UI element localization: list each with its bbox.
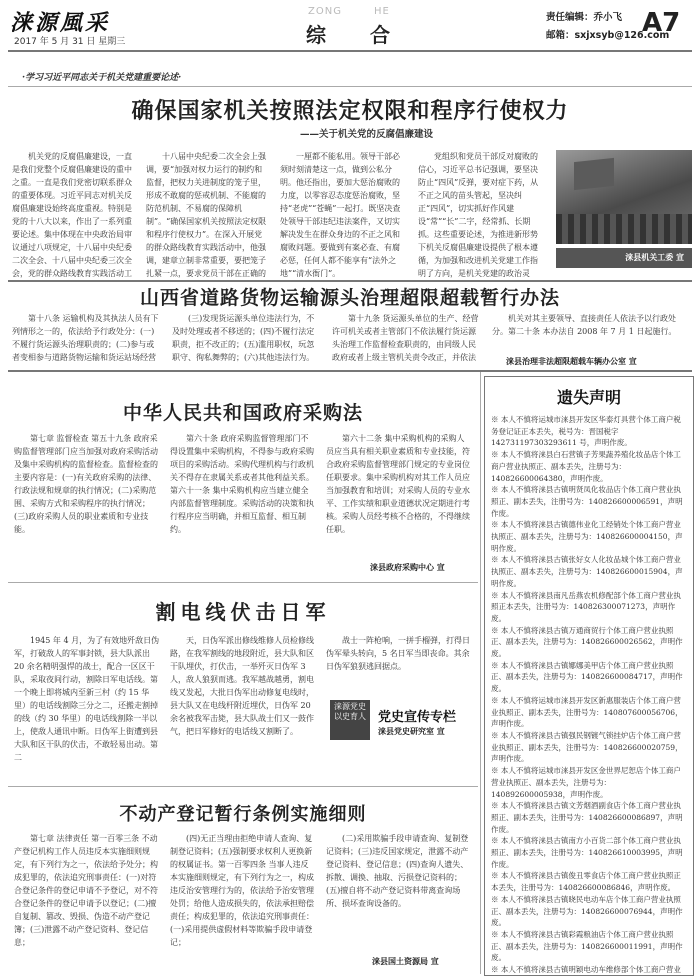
issue-date: 2017 年 5 月 31 日 星期三 [14, 37, 126, 47]
article1-col2: 十八届中央纪委二次全会上强调，要“加强对权力运行的制约和监督，把权力关进制度的笼子里，形成不敢腐的惩戒机制、不能腐的防范机制、不易腐的保障机制”。“确保国家机关按照法定权限和程序行使权力”。在深入开展党的群众路线教育实践活动中，他强调，建章立制非常重要，要把笼子扎紧一点，要求党员干部在正确的 [146, 152, 267, 278]
section-name-2: 合 [370, 23, 390, 47]
lost-notice-item: ※ 本人不慎将运城市涞县开发区金世界尼恕店个体工商户营业执照正、副本丢失，注册号为：140892600005938，声明作废。 [491, 766, 681, 799]
party-history-column-sub: 涞县党史研究室 宣 [378, 727, 445, 736]
article1-bottom-rule [8, 280, 692, 282]
article1-photo [556, 150, 692, 244]
article2-col4: 机关对其主要领导、直接责任人依法予以行政处分。第二十条 本办法自 2008 年 7 月 1 日起施行。 [492, 314, 677, 336]
article3-title: 中华人民共和国政府采购法 [122, 402, 363, 424]
article5-signature: 涞县国土资源局 宣 [372, 957, 439, 966]
article2-bottom-rule [8, 370, 692, 372]
article5-col2: (四)无正当理由拒绝申请人查询、复制登记资料；(五)强制要求权利人更换新的权属证书。第一百零四条 当事人违反本实施细则规定，有下列行为之一，构成违反治安管理行为的，依法给予治安管理处罚；给他人造成损失的，依法承担赔偿责任；构成犯罪的，依法追究刑事责任：(一)采用提供虚假材料等欺骗手段申请登记； [170, 834, 314, 947]
lost-notice-item: ※ 本人不慎将涞县白石营镇子芳果蔬养殖化妆品店个体工商户营业执照正、副本丢失，注册号为：140826600064380，声明作废。 [491, 450, 681, 483]
article3-bottom-rule [8, 582, 478, 583]
photo-flag-icon [574, 158, 614, 190]
lost-notice-item: ※ 本人不慎将涞县古镇明贤凤化妆品店个体工商户营业执照正、副本丢失，注册号为：140826600006591，声明作废。 [491, 485, 683, 518]
article4-bottom-rule [8, 786, 478, 787]
paper-name: 涞源風采 [10, 10, 111, 36]
article1-col1: 机关党的反腐倡廉建设，一直是我们党整个反腐倡廉建设的重中之重。一直是我们党密切联系群众的重要体现。习近平同志对机关反腐倡廉建设始终高度重视。特别是党的十八大以来，作出了一系列重要论述。集中体现在中央政治局审议通过八项规定，十八届中央纪委二次全会、十八届中央纪委三次全会，党的群众路线教育实践活动工 [12, 152, 132, 278]
lost-notice-item: ※ 本人不慎将涞县古镇张好女人化妆品城个体工商户营业执照正、副本丢失，注册号为：140826600015904，声明作废。 [491, 555, 683, 588]
lost-notice-item: ※ 本人不慎将涞县古镇德伟业化工经销处个体工商户营业执照正、副本丢失，注册号为：140826600004150，声明作废。 [491, 520, 683, 553]
article2-col2: (三)发现货运源头单位违法行为，不及时处理或者不移送的；(四)不履行法定职责，拒不改正的；(五)滥用职权，玩忽职守、徇私舞弊的；(六)其他违法行为。 [172, 314, 315, 362]
lost-notice-item: ※ 本人不慎将涞县古镇彩霞粮油店个体工商户营业执照正、副本丢失，注册号为：140826600011991，声明作废。 [491, 929, 683, 963]
lost-notice-item: ※ 本人不慎将涞县古镇强民钢镀气锁挂炉店个体工商户营业执照正、副本丢失，注册号为：140826600020759，声明作废。 [491, 730, 683, 764]
article2-signature: 涞县治理非法超限超载车辆办公室 宣 [506, 357, 637, 366]
party-history-column-title: 党史宣传专栏 [378, 710, 457, 725]
article3-signature: 涞县政府采购中心 宣 [370, 563, 445, 572]
article4-title: 割电线伏击日军 [155, 600, 331, 624]
article3-col1: 第七章 监督检查 第五十九条 政府采购监督管理部门应当加强对政府采购活动及集中采购机构的监督检查。监督检查的主要内容是：(一)有关政府采购的法律、行政法规和规章的执行情况；(二)采购范围、采购方式和采购程序的执行情况；(三)政府采购人员的职业素质和专业技能。 [14, 434, 158, 534]
editor-email: 邮箱：sxjxsyb@126.com [546, 30, 670, 41]
lost-notices-list [485, 414, 693, 976]
lost-notice-item: ※ 本人不慎将涞县古镇晓民电动车店个体工商户营业执照正、副本丢失，注册号为：140826600076944，声明作废。 [491, 894, 683, 928]
page-number: A7 [642, 8, 681, 38]
lost-notice-item: ※ 本人不慎将涞县古镇南方小百货二部个体工商户营业执照正、副本丢失，注册号为：140826610003995，声明作废。 [491, 836, 683, 869]
party-history-seal [330, 700, 370, 740]
section-pinyin-2: HE [374, 6, 390, 17]
article2-title: 山西省道路货物运输源头治理超限超载暂行办法 [139, 287, 560, 309]
lost-notice-item: ※ 本人不慎将涞县古镇万通商贸行个体工商户营业执照正、副本丢失，注册号为：140826600026562，声明作废。 [491, 625, 683, 659]
photo-crowd-icon [556, 214, 692, 244]
masthead [0, 0, 700, 50]
article4-col3: 战士一阵枪响，一拼手榴弹，打得日伪军晕头转向，5 名日军当即丧命。其余日伪军狼狈逃回据点。 [326, 636, 470, 671]
lost-notices-box [484, 376, 694, 976]
article5-col1: 第七章 法律责任 第一百零三条 不动产登记机构工作人员违反本实施细则规定，有下列行为之一，依法给予处分；构成犯罪的，依法追究刑事责任：(一)对符合登记条件的登记申请不予登记，对不符合登记条件的登记申请予以登记；(二)擅自复制、篡改、毁损、伪造不动产登记簿；(三)泄露不动产登记资料、登记信息； [14, 834, 158, 947]
lost-notice-item: ※ 本人不慎将运城市涞县开发区华泰灯具营个体工商户税务登记证正本丢失，税号为：晋国税字 142731197303293611 号，声明作废。 [491, 415, 681, 448]
banner-rule [8, 86, 692, 87]
article1-signature: 涞县机关工委 宣 [556, 248, 692, 268]
series-banner: ·学习习近平同志关于机关党建重要论述· [22, 73, 182, 83]
article5-title: 不动产登记暂行条例实施细则 [119, 804, 367, 825]
lost-notice-item: ※ 本人不慎将运城市涞县开发区新惠服装店个体工商户营业执照正、副本丢失，注册号为：140807600056706，声明作废。 [491, 695, 683, 729]
article1-subtitle: ——关于机关党的反腐倡廉建设 [300, 129, 434, 140]
lost-notice-item: ※ 本人不慎将涞县古镇文芳烟酒副食店个体工商户营业执照正、副本丢失，注册号为：140826600086897，声明作废。 [491, 801, 683, 834]
masthead-rule [8, 50, 692, 52]
column-divider [480, 372, 481, 974]
lost-notice-item: ※ 本人不慎将涞县古镇娜娜美甲店个体工商户营业执照正、副本丢失，注册号为：140826600084717，声明作废。 [491, 660, 683, 694]
article4-col1: 1945 年 4 月，为了有效地歼敌日伪军，打破敌人的军事封锁，县大队派出 20 余名精明强悍的战士，配合一区区干队，采取夜间行动，割除日军电话线。第一个晚上即将城内至新三村（约 15 华里）的电话线割除三分之二，还搬走割掉的线（约 30 华里）的电话线割除一半以上，使敌人通讯中断。日伪军上街遭到县大队和区干队的伏击，不敢轻易出动。第二 [14, 636, 160, 762]
article3-col2: 第六十条 政府采购监督管理部门不得设置集中采购机构，不得参与政府采购项目的采购活动。采购代理机构与行政机关不得存在隶属关系或者其他利益关系。第六十一条 集中采购机构应当建立健全内部监督管理制度。采购活动的决策和执行程序应当明确，并相互监督、相互制约。 [170, 434, 314, 534]
editor-name: 责任编辑：乔小飞 [546, 12, 623, 23]
lost-notice-item: ※ 本人不慎将涞县古镇明颖电动车维修部个体工商户营业 [491, 965, 681, 975]
article3-col3: 第六十二条 集中采购机构的采购人员应当具有相关职业素质和专业技能，符合政府采购监督管理部门规定的专业岗位任职要求。集中采购机构对其工作人员应当加强教育和培训；对采购人员的专业水平、工作实绩和职业道德状况定期进行考核。采购人员经考核不合格的，不得继续任职。 [326, 434, 470, 534]
article1-title: 确保国家机关按照法定权限和程序行使权力 [131, 99, 569, 124]
article2-col3: 第十九条 货运源头单位的生产、经营许可机关或者主管部门不依法履行货运源头治理工作监督检查职责的，由同级人民政府或者上级主管机关责令改正，并依法 [332, 314, 479, 362]
lost-notice-item: ※ 本人不慎将涞县南凡岳燕农机修配部个体工商户营业执照正本丢失，注册号为：140826300071273，声明作废。 [491, 590, 681, 623]
article2-col1: 第十八条 运输机构及其执法人员有下列情形之一的，依法给予行政处分：(一)不履行货运源头治理职责的；(二)参与或者变相参与道路货物运输和货运站场经营 [12, 314, 159, 362]
article5-col3: (二)采用欺骗手段申请查询、复制登记资料；(三)违反国家规定，泄露不动产登记资料、登记信息；(四)查询人遗失、拆散、调换、抽取、污损登记资料的；(五)擅自将不动产登记资料带离查询场所、损坏查询设备的。 [326, 834, 469, 908]
lost-notices-title: 遗失声明 [556, 388, 621, 407]
article4-col2: 天，日伪军派出修线维修人员检修线路，在我军割线的地段附近，县大队和区干队埋伏，打伏击，一举歼灭日伪军 3 人，敌人狼狈而逃。我军越战越勇，割电线又发起，大批日伪军出动修复电线时，县大队又在电线杆附近埋伏，日伪军 20 余名被我军击毙，县大队战士们又一鼓作气，把日军修好的电话线又割断了。 [170, 636, 314, 736]
section-pinyin-1: ZONG [308, 6, 342, 17]
article1-col4: 党组织和党员干部反对腐败的信心，习近平总书记强调，要坚决防止“四风”反弹，要对症下药，从不正之风的苗头管起，坚决纠正“四风”，切实抓好作风建设“常”“长”二字，经常抓、长期抓。这些重要论述，为推进新形势下机关反腐倡廉建设提供了根本遵循，为加强和改进机关党建工作指明了方向，是机关党建的政治灵 [418, 152, 539, 278]
article1-col3: 一厘都不能私用。领导干部必须时刻清楚这一点，做到公私分明。他还指出，要加大惩治腐败的力度，以零容忍态度惩治腐败，坚持“老虎”“苍蝇”一起打。既坚决查处领导干部违纪违法案件，又切实解决发生在群众身边的不正之风和腐败问题。要做到有案必查、有腐必惩，任何人都不能享有“法外之地”“清水衙门”。 [280, 152, 401, 278]
lost-notice-item: ※ 本人不慎将涞县古镇俊丑零食店个体工商户营业执照正本丢失，注册号为：140826600086846，声明作废。 [491, 871, 681, 893]
party-history-seal-text: 涞源党史 以史育人 [334, 702, 366, 721]
section-name-1: 综 [306, 23, 326, 47]
